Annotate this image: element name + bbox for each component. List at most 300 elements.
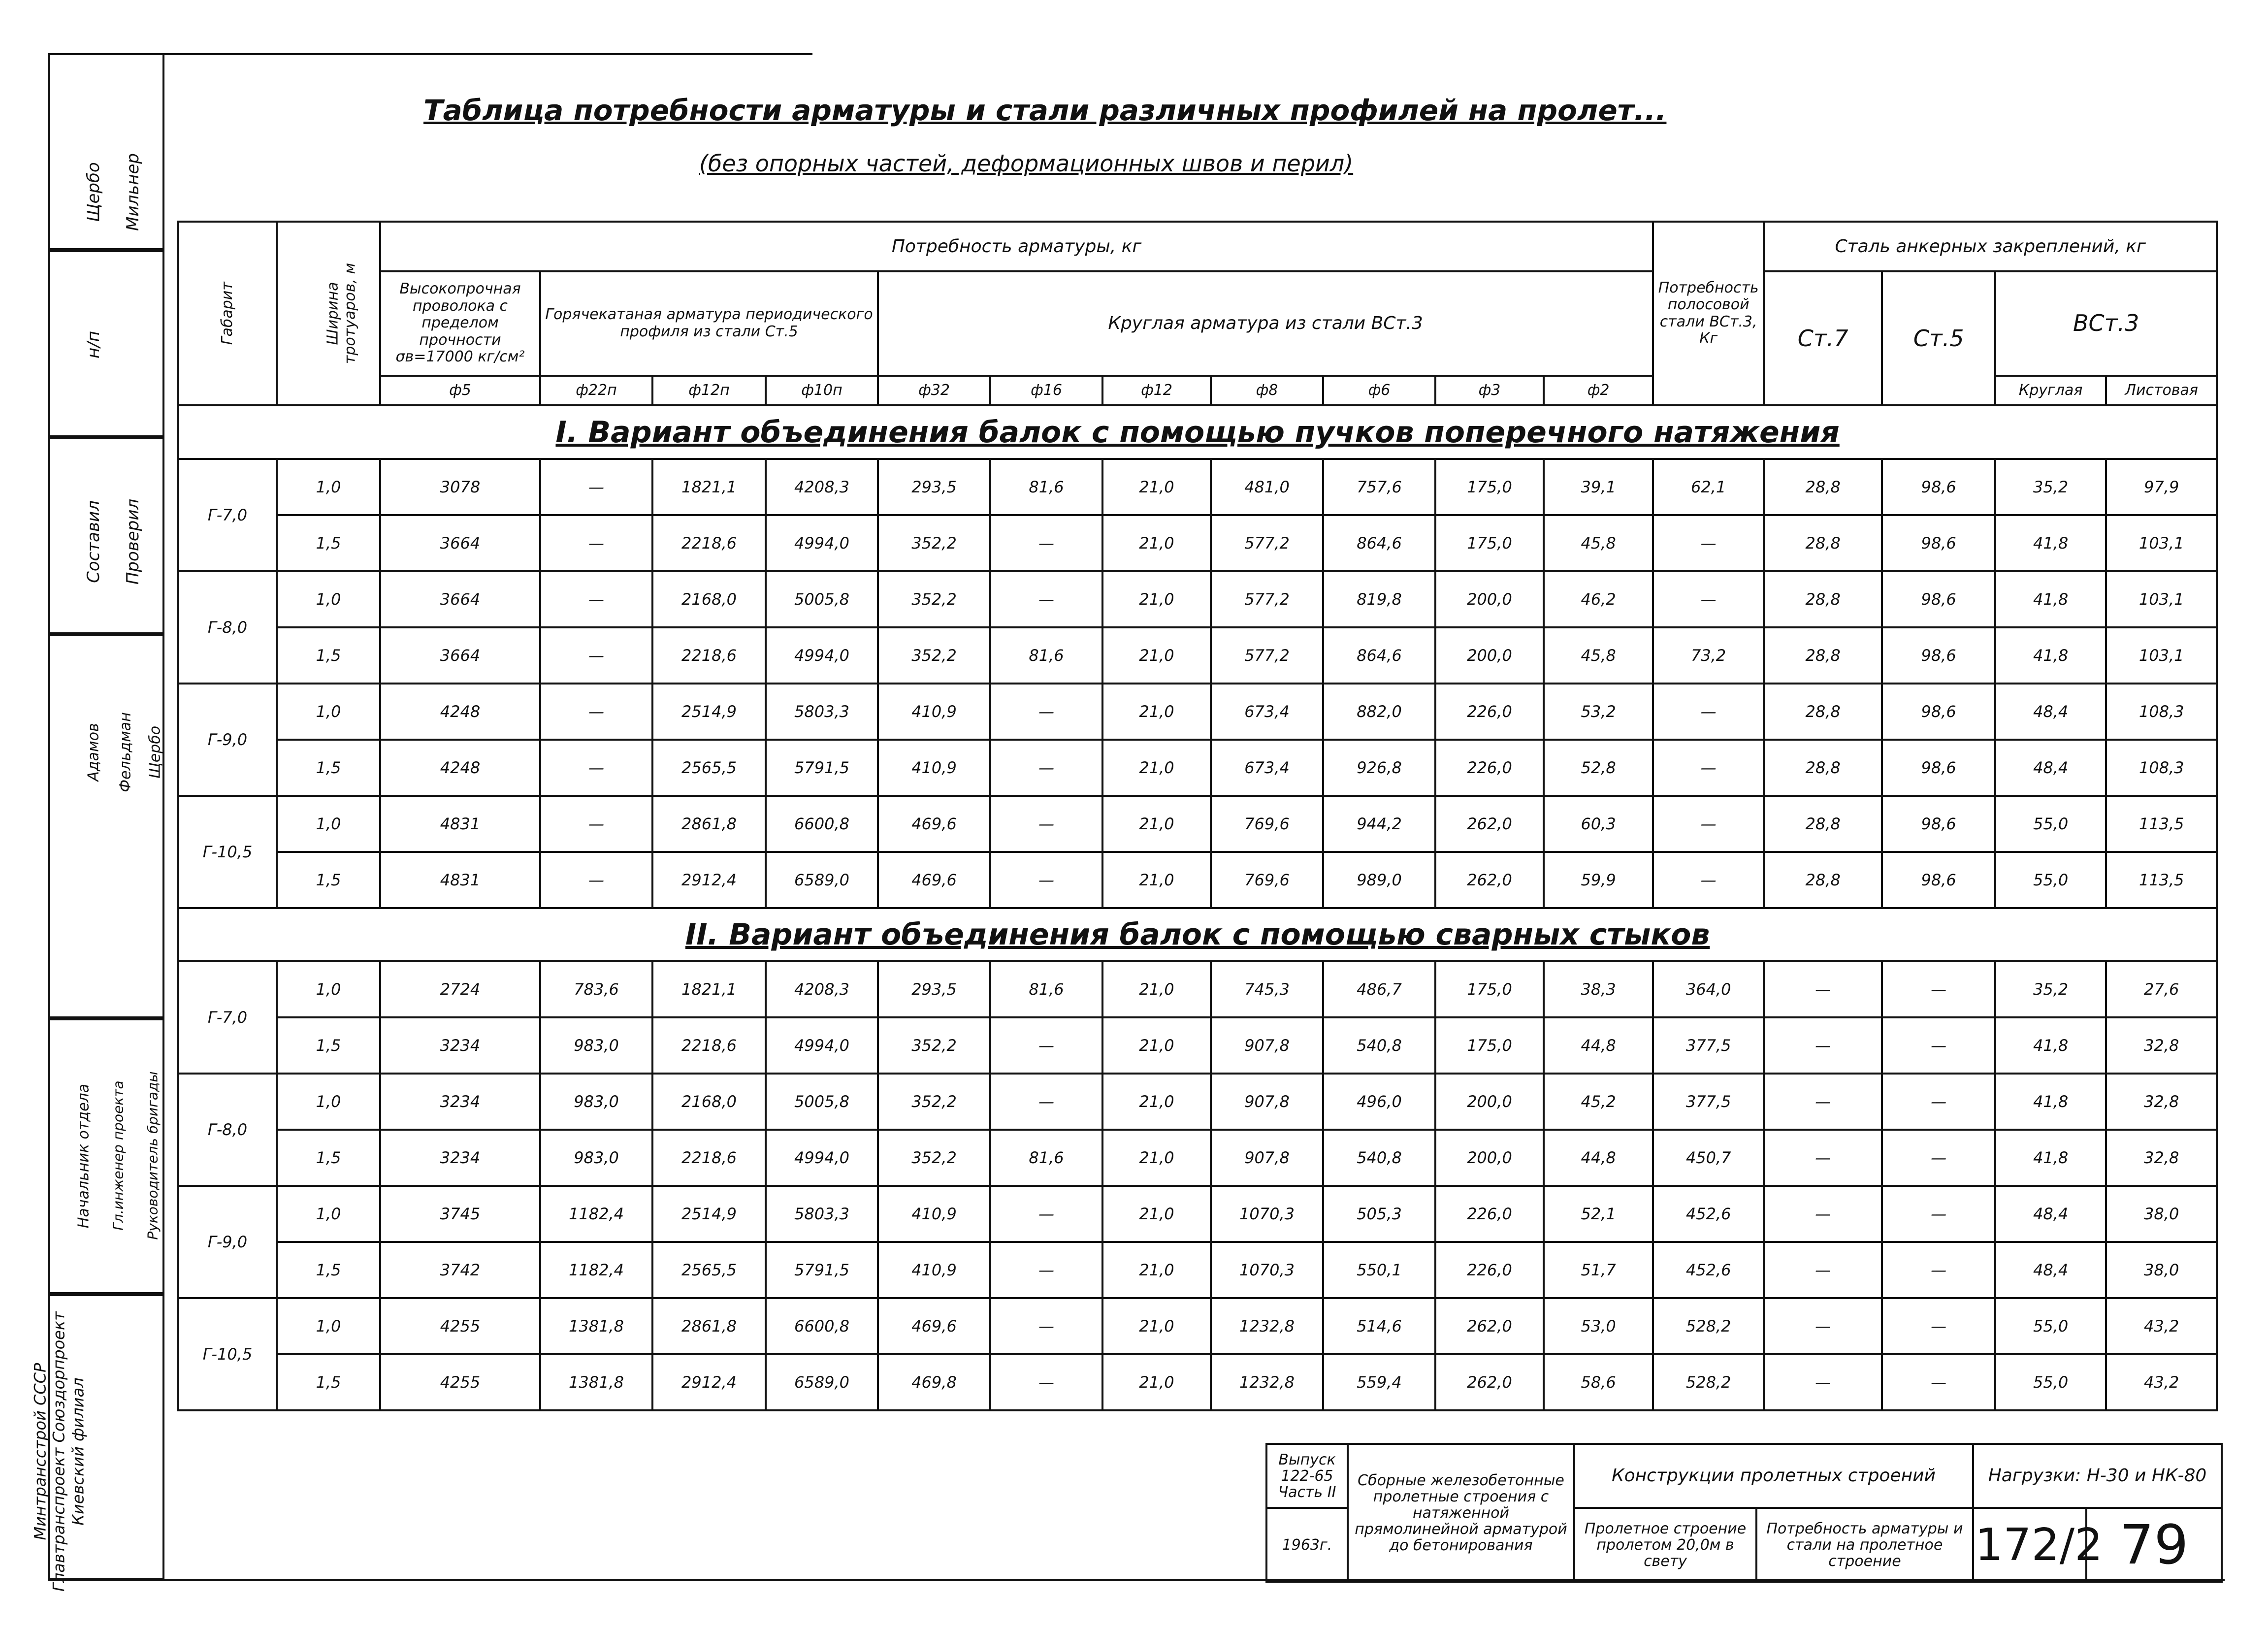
value-cell: 452,6 (1653, 1186, 1764, 1242)
value-cell: 4248 (380, 684, 540, 740)
value-cell: — (1653, 515, 1764, 571)
header-diameter: ф32 (878, 376, 990, 406)
value-cell: — (1653, 740, 1764, 796)
header-diameter: ф22п (540, 376, 652, 406)
value-cell: — (540, 515, 652, 571)
sidewalk-cell: 1,0 (277, 1074, 380, 1130)
side-label-composed: Составил (84, 500, 103, 583)
value-cell: 3078 (380, 459, 540, 515)
value-cell: 352,2 (878, 571, 990, 627)
value-cell: 35,2 (1995, 961, 2106, 1017)
value-cell: 28,8 (1764, 740, 1882, 796)
value-cell: 577,2 (1211, 627, 1323, 684)
value-cell: 53,2 (1544, 684, 1653, 740)
value-cell: 44,8 (1544, 1130, 1653, 1186)
value-cell: — (1653, 684, 1764, 740)
value-cell: — (540, 684, 652, 740)
header-diameter: ф3 (1435, 376, 1544, 406)
table-row (178, 1186, 2217, 1242)
value-cell: — (990, 796, 1102, 852)
value-cell: — (990, 1017, 1102, 1074)
value-cell: — (540, 740, 652, 796)
value-cell: — (1764, 1298, 1882, 1354)
value-cell: 496,0 (1323, 1074, 1435, 1130)
value-cell: 819,8 (1323, 571, 1435, 627)
value-cell: 5791,5 (766, 1242, 878, 1298)
value-cell: 293,5 (878, 961, 990, 1017)
value-cell: 1381,8 (540, 1354, 652, 1410)
value-cell: 175,0 (1435, 961, 1544, 1017)
value-cell: 377,5 (1653, 1074, 1764, 1130)
value-cell: 48,4 (1995, 1186, 2106, 1242)
value-cell: 983,0 (540, 1130, 652, 1186)
value-cell: 28,8 (1764, 571, 1882, 627)
gabarit-cell: Г-7,0 (178, 459, 277, 571)
value-cell: 98,6 (1882, 627, 1995, 684)
value-cell: 1821,1 (652, 459, 766, 515)
value-cell: — (1882, 1298, 1995, 1354)
value-cell: 28,8 (1764, 515, 1882, 571)
table-row (178, 1130, 2217, 1186)
value-cell: 226,0 (1435, 684, 1544, 740)
value-cell: 32,8 (2106, 1017, 2217, 1074)
value-cell: 3234 (380, 1017, 540, 1074)
value-cell: 28,8 (1764, 796, 1882, 852)
value-cell: 2168,0 (652, 1074, 766, 1130)
value-cell: — (1882, 1074, 1995, 1130)
value-cell: 4994,0 (766, 515, 878, 571)
value-cell: 45,8 (1544, 627, 1653, 684)
value-cell: 769,6 (1211, 852, 1323, 908)
side-role-2: Гл.инженер проекта (110, 1080, 127, 1231)
value-cell: 4831 (380, 852, 540, 908)
value-cell: 505,3 (1323, 1186, 1435, 1242)
value-cell: 262,0 (1435, 852, 1544, 908)
sidewalk-cell: 1,5 (277, 515, 380, 571)
section-title: II. Вариант объединения балок с помощью сварных стыков (178, 908, 2217, 962)
value-cell: — (1653, 852, 1764, 908)
value-cell: 2912,4 (652, 1354, 766, 1410)
value-cell: 41,8 (1995, 1074, 2106, 1130)
table-row (178, 1074, 2217, 1130)
value-cell: 44,8 (1544, 1017, 1653, 1074)
title-block (1265, 1443, 2223, 1583)
value-cell: 907,8 (1211, 1074, 1323, 1130)
value-cell: 46,2 (1544, 571, 1653, 627)
value-cell: 4208,3 (766, 459, 878, 515)
value-cell: 21,0 (1102, 1354, 1211, 1410)
value-cell: 43,2 (2106, 1298, 2217, 1354)
value-cell: — (1764, 1354, 1882, 1410)
header-high-strength: Высокопрочная проволока с пределом прочности σв=17000 кг/см² (380, 271, 540, 376)
value-cell: 1182,4 (540, 1242, 652, 1298)
value-cell: 3664 (380, 627, 540, 684)
value-cell: — (990, 1298, 1102, 1354)
value-cell: 4255 (380, 1298, 540, 1354)
value-cell: 469,6 (878, 852, 990, 908)
value-cell: 783,6 (540, 961, 652, 1017)
value-cell: 4208,3 (766, 961, 878, 1017)
value-cell: 944,2 (1323, 796, 1435, 852)
value-cell: 21,0 (1102, 515, 1211, 571)
value-cell: 59,9 (1544, 852, 1653, 908)
value-cell: — (1653, 796, 1764, 852)
stamp-span: Пролетное строение пролетом 20,0м в свету (1574, 1508, 1756, 1582)
value-cell: — (1764, 1017, 1882, 1074)
value-cell: 2218,6 (652, 627, 766, 684)
value-cell: — (1764, 1074, 1882, 1130)
value-cell: 27,6 (2106, 961, 2217, 1017)
value-cell: 4248 (380, 740, 540, 796)
table-row (178, 459, 2217, 515)
value-cell: 21,0 (1102, 852, 1211, 908)
value-cell: 293,5 (878, 459, 990, 515)
stamp-year: 1963г. (1266, 1508, 1348, 1582)
value-cell: 6600,8 (766, 796, 878, 852)
value-cell: — (990, 1354, 1102, 1410)
value-cell: — (1653, 571, 1764, 627)
value-cell: 1182,4 (540, 1186, 652, 1242)
value-cell: 6600,8 (766, 1298, 878, 1354)
value-cell: 2218,6 (652, 1017, 766, 1074)
side-label-checked: Проверил (123, 498, 143, 585)
value-cell: 38,3 (1544, 961, 1653, 1017)
gabarit-cell: Г-10,5 (178, 1298, 277, 1410)
value-cell: 41,8 (1995, 627, 2106, 684)
value-cell: 48,4 (1995, 684, 2106, 740)
value-cell: — (990, 1242, 1102, 1298)
value-cell: 28,8 (1764, 852, 1882, 908)
value-cell: 410,9 (878, 740, 990, 796)
value-cell: 21,0 (1102, 1017, 1211, 1074)
value-cell: 81,6 (990, 961, 1102, 1017)
table-row (178, 852, 2217, 908)
value-cell: 3664 (380, 515, 540, 571)
stamp-section: Конструкции пролетных строений (1574, 1444, 1973, 1508)
side-cell-composed (48, 437, 164, 634)
value-cell: 2724 (380, 961, 540, 1017)
value-cell: 352,2 (878, 515, 990, 571)
value-cell: 486,7 (1323, 961, 1435, 1017)
value-cell: 577,2 (1211, 515, 1323, 571)
gabarit-cell: Г-9,0 (178, 1186, 277, 1298)
table-row (178, 1242, 2217, 1298)
value-cell: 32,8 (2106, 1074, 2217, 1130)
value-cell: 864,6 (1323, 515, 1435, 571)
value-cell: 6589,0 (766, 852, 878, 908)
value-cell: 4994,0 (766, 627, 878, 684)
value-cell: 81,6 (990, 459, 1102, 515)
sidewalk-cell: 1,5 (277, 740, 380, 796)
value-cell: 5803,3 (766, 684, 878, 740)
value-cell: 559,4 (1323, 1354, 1435, 1410)
value-cell: 5791,5 (766, 740, 878, 796)
value-cell: 55,0 (1995, 1354, 2106, 1410)
value-cell: — (540, 571, 652, 627)
value-cell: 200,0 (1435, 571, 1544, 627)
gabarit-cell: Г-10,5 (178, 796, 277, 908)
value-cell: 55,0 (1995, 1298, 2106, 1354)
value-cell: 73,2 (1653, 627, 1764, 684)
value-cell: 48,4 (1995, 1242, 2106, 1298)
value-cell: 410,9 (878, 1242, 990, 1298)
stamp-loads: Нагрузки: Н-30 и НК-80 (1973, 1444, 2222, 1508)
sidewalk-cell: 1,5 (277, 1017, 380, 1074)
value-cell: 38,0 (2106, 1242, 2217, 1298)
value-cell: 21,0 (1102, 961, 1211, 1017)
sidewalk-cell: 1,5 (277, 1354, 380, 1410)
value-cell: 98,6 (1882, 852, 1995, 908)
value-cell: 4831 (380, 796, 540, 852)
value-cell: 52,1 (1544, 1186, 1653, 1242)
side-name-2: Мильнер (123, 153, 143, 231)
value-cell: 3234 (380, 1074, 540, 1130)
gabarit-cell: Г-8,0 (178, 571, 277, 684)
value-cell: 98,6 (1882, 684, 1995, 740)
sidewalk-cell: 1,0 (277, 796, 380, 852)
value-cell: 907,8 (1211, 1017, 1323, 1074)
stamp-sheet-number: 79 (2086, 1508, 2222, 1582)
sidewalk-cell: 1,0 (277, 1186, 380, 1242)
sidewalk-cell: 1,5 (277, 1130, 380, 1186)
value-cell: 21,0 (1102, 740, 1211, 796)
value-cell: 5005,8 (766, 1074, 878, 1130)
value-cell: 21,0 (1102, 796, 1211, 852)
value-cell: 21,0 (1102, 1298, 1211, 1354)
header-hot-rolled: Горячекатаная арматура периодического профиля из стали Ст.5 (540, 271, 878, 376)
value-cell: — (1764, 1242, 1882, 1298)
header-diameter: ф12 (1102, 376, 1211, 406)
value-cell: 28,8 (1764, 627, 1882, 684)
stamp-project-number: 172/2 (1973, 1508, 2086, 1582)
value-cell: 98,6 (1882, 571, 1995, 627)
value-cell: 352,2 (878, 1074, 990, 1130)
value-cell: 21,0 (1102, 1242, 1211, 1298)
value-cell: — (1882, 1186, 1995, 1242)
value-cell: 55,0 (1995, 796, 2106, 852)
section-body (178, 459, 2217, 908)
value-cell: 226,0 (1435, 1186, 1544, 1242)
value-cell: 200,0 (1435, 1074, 1544, 1130)
side-cell-np (48, 250, 164, 437)
sidewalk-cell: 1,0 (277, 684, 380, 740)
value-cell: 97,9 (2106, 459, 2217, 515)
value-cell: 528,2 (1653, 1354, 1764, 1410)
value-cell: 41,8 (1995, 571, 2106, 627)
value-cell: 226,0 (1435, 740, 1544, 796)
header-round-sub: Круглая (1995, 376, 2106, 406)
value-cell: — (540, 459, 652, 515)
value-cell: 21,0 (1102, 1074, 1211, 1130)
value-cell: 377,5 (1653, 1017, 1764, 1074)
value-cell: 907,8 (1211, 1130, 1323, 1186)
value-cell: 469,6 (878, 796, 990, 852)
value-cell: 98,6 (1882, 515, 1995, 571)
value-cell: — (1882, 1242, 1995, 1298)
value-cell: — (1882, 1130, 1995, 1186)
value-cell: 2218,6 (652, 515, 766, 571)
value-cell: 103,1 (2106, 571, 2217, 627)
value-cell: 864,6 (1323, 627, 1435, 684)
value-cell: 540,8 (1323, 1130, 1435, 1186)
value-cell: 983,0 (540, 1074, 652, 1130)
value-cell: 262,0 (1435, 1354, 1544, 1410)
value-cell: 200,0 (1435, 627, 1544, 684)
value-cell: 60,3 (1544, 796, 1653, 852)
table-row (178, 627, 2217, 684)
side-name-1: Щербо (84, 162, 103, 222)
value-cell: 352,2 (878, 627, 990, 684)
header-diameter: ф10п (766, 376, 878, 406)
value-cell: 673,4 (1211, 684, 1323, 740)
value-cell: 983,0 (540, 1017, 652, 1074)
value-cell: 2168,0 (652, 571, 766, 627)
value-cell: 43,2 (2106, 1354, 2217, 1410)
value-cell: 4994,0 (766, 1017, 878, 1074)
value-cell: — (1882, 1017, 1995, 1074)
value-cell: 98,6 (1882, 459, 1995, 515)
value-cell: 200,0 (1435, 1130, 1544, 1186)
value-cell: — (540, 852, 652, 908)
value-cell: 45,8 (1544, 515, 1653, 571)
value-cell: 452,6 (1653, 1242, 1764, 1298)
reinforcement-table (177, 221, 2218, 1411)
value-cell: 4994,0 (766, 1130, 878, 1186)
value-cell: 1381,8 (540, 1298, 652, 1354)
table-row (178, 1354, 2217, 1410)
value-cell: — (1764, 1130, 1882, 1186)
stamp-issue: Выпуск 122-65 Часть II (1266, 1444, 1348, 1508)
table-row (178, 796, 2217, 852)
value-cell: 81,6 (990, 627, 1102, 684)
section-title: I. Вариант объединения балок с помощью пучков поперечного натяжения (178, 405, 2217, 459)
value-cell: 757,6 (1323, 459, 1435, 515)
value-cell: 28,8 (1764, 459, 1882, 515)
value-cell: 550,1 (1323, 1242, 1435, 1298)
value-cell: 262,0 (1435, 796, 1544, 852)
value-cell: 103,1 (2106, 627, 2217, 684)
value-cell: 21,0 (1102, 1186, 1211, 1242)
side-signer-1: Адамов (85, 723, 102, 782)
value-cell: 41,8 (1995, 515, 2106, 571)
value-cell: 35,2 (1995, 459, 2106, 515)
side-np: н/п (84, 331, 103, 358)
value-cell: 410,9 (878, 684, 990, 740)
sidewalk-cell: 1,5 (277, 852, 380, 908)
value-cell: 2218,6 (652, 1130, 766, 1186)
header-reinforcement-need: Потребность арматуры, кг (380, 222, 1653, 271)
value-cell: 53,0 (1544, 1298, 1653, 1354)
value-cell: 2514,9 (652, 1186, 766, 1242)
side-cell-names-top (48, 53, 164, 250)
value-cell: 39,1 (1544, 459, 1653, 515)
value-cell: 41,8 (1995, 1130, 2106, 1186)
gabarit-cell: Г-7,0 (178, 961, 277, 1074)
value-cell: 469,8 (878, 1354, 990, 1410)
header-vst3: ВСт.3 (1995, 271, 2217, 376)
value-cell: 469,6 (878, 1298, 990, 1354)
value-cell: 52,8 (1544, 740, 1653, 796)
header-st7: Ст.7 (1764, 271, 1882, 405)
value-cell: 175,0 (1435, 515, 1544, 571)
value-cell: 48,4 (1995, 740, 2106, 796)
header-diameter: ф2 (1544, 376, 1653, 406)
value-cell: 108,3 (2106, 740, 2217, 796)
value-cell: — (990, 571, 1102, 627)
value-cell: 62,1 (1653, 459, 1764, 515)
value-cell: — (990, 852, 1102, 908)
value-cell: 882,0 (1323, 684, 1435, 740)
value-cell: 514,6 (1323, 1298, 1435, 1354)
value-cell: 28,8 (1764, 684, 1882, 740)
value-cell: 3742 (380, 1242, 540, 1298)
side-role-1: Начальник отдела (75, 1083, 93, 1229)
header-strip-steel: Потребность полосовой стали ВСт.3, Кг (1653, 222, 1764, 405)
value-cell: 926,8 (1323, 740, 1435, 796)
value-cell: 1821,1 (652, 961, 766, 1017)
value-cell: 113,5 (2106, 796, 2217, 852)
table-row (178, 740, 2217, 796)
header-diameter: ф8 (1211, 376, 1323, 406)
side-cell-signers (48, 634, 164, 1018)
value-cell: 364,0 (1653, 961, 1764, 1017)
header-sidewalk: Ширина тротуаров, м (277, 222, 380, 405)
value-cell: 6589,0 (766, 1354, 878, 1410)
value-cell: 32,8 (2106, 1130, 2217, 1186)
table-row (178, 961, 2217, 1017)
value-cell: 1232,8 (1211, 1298, 1323, 1354)
stamp-series: Сборные железобетонные пролетные строения с натяженной прямолинейной арматурой до бетонирования (1348, 1444, 1574, 1582)
value-cell: — (990, 515, 1102, 571)
stamp-content: Потребность арматуры и стали на пролетное строение (1756, 1508, 1973, 1582)
side-role-3: Руководитель бригады (144, 1071, 161, 1240)
value-cell: 226,0 (1435, 1242, 1544, 1298)
value-cell: 38,0 (2106, 1186, 2217, 1242)
table-row (178, 1017, 2217, 1074)
value-cell: — (990, 740, 1102, 796)
value-cell: 108,3 (2106, 684, 2217, 740)
value-cell: 81,6 (990, 1130, 1102, 1186)
table-row (178, 684, 2217, 740)
value-cell: 410,9 (878, 1186, 990, 1242)
header-round: Круглая арматура из стали ВСт.3 (878, 271, 1653, 376)
value-cell: 21,0 (1102, 684, 1211, 740)
value-cell: 2565,5 (652, 1242, 766, 1298)
value-cell: 5803,3 (766, 1186, 878, 1242)
header-gabarit: Габарит (178, 222, 277, 405)
value-cell: — (1764, 961, 1882, 1017)
header-diameter: ф5 (380, 376, 540, 406)
value-cell: 2912,4 (652, 852, 766, 908)
value-cell: 55,0 (1995, 852, 2106, 908)
value-cell: 1232,8 (1211, 1354, 1323, 1410)
page-subtitle: (без опорных частей, деформационных швов и перил) (699, 150, 1354, 177)
value-cell: 2861,8 (652, 796, 766, 852)
value-cell: 745,3 (1211, 961, 1323, 1017)
page-title: Таблица потребности арматуры и стали различных профилей на пролет... (423, 94, 1667, 127)
value-cell: 2514,9 (652, 684, 766, 740)
value-cell: 58,6 (1544, 1354, 1653, 1410)
value-cell: 1070,3 (1211, 1242, 1323, 1298)
value-cell: — (990, 1074, 1102, 1130)
value-cell: 5005,8 (766, 571, 878, 627)
value-cell: 3234 (380, 1130, 540, 1186)
value-cell: — (1764, 1186, 1882, 1242)
value-cell: 577,2 (1211, 571, 1323, 627)
value-cell: 21,0 (1102, 1130, 1211, 1186)
value-cell: 673,4 (1211, 740, 1323, 796)
value-cell: 175,0 (1435, 1017, 1544, 1074)
